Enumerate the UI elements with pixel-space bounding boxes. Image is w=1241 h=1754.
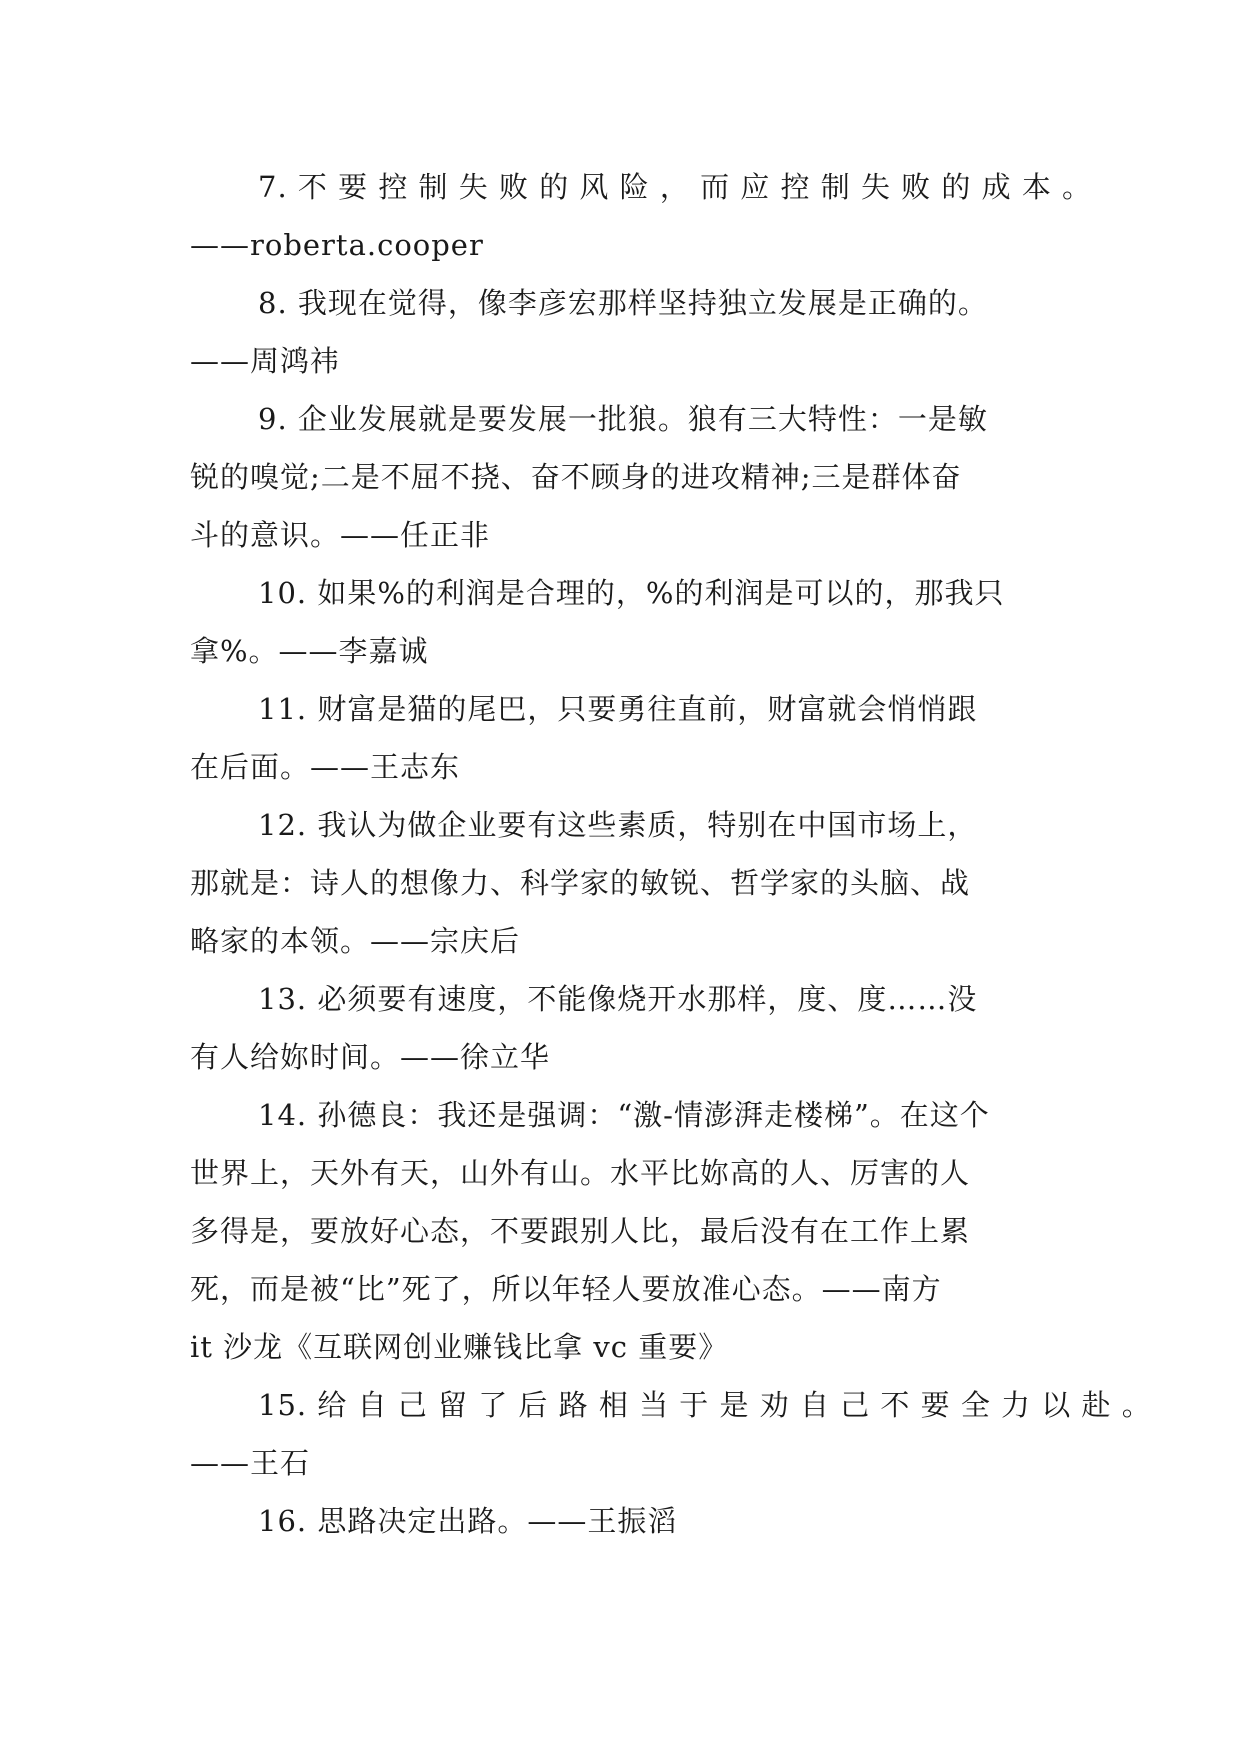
quote-line: 在后面。——王志东 (190, 750, 461, 784)
quote-list (190, 158, 1152, 1550)
quote-line: 7. 不 要 控 制 失 败 的 风 险 ， 而 应 控 制 失 败 的 成 本 。 (258, 170, 1093, 204)
quote-line: 11. 财富是猫的尾巴，只要勇往直前，财富就会悄悄跟 (258, 692, 978, 726)
quote-14 (190, 1086, 1070, 1376)
quote-line: ——周鸿祎 (190, 344, 341, 378)
quote-line: ——王石 (190, 1446, 311, 1480)
quote-line: 多得是，要放好心态，不要跟别人比，最后没有在工作上累 (190, 1214, 971, 1248)
quote-12 (190, 796, 1070, 970)
quote-9 (190, 390, 1070, 564)
quote-line: 锐的嗅觉;二是不屈不挠、奋不顾身的进攻精神;三是群体奋 (190, 460, 962, 494)
quote-line: 那就是：诗人的想像力、科学家的敏锐、哲学家的头脑、战 (190, 866, 971, 900)
quote-line: 有人给妳时间。——徐立华 (190, 1040, 551, 1074)
quote-13 (190, 970, 1070, 1086)
quote-line: 12. 我认为做企业要有这些素质，特别在中国市场上， (258, 808, 978, 842)
quote-11 (190, 680, 1070, 796)
quote-line: 死，而是被“比”死了，所以年轻人要放准心态。——南方 (190, 1272, 942, 1306)
quote-line: 世界上，天外有天，山外有山。水平比妳高的人、厉害的人 (190, 1156, 971, 1190)
quote-line: it 沙龙《互联网创业赚钱比拿 vc 重要》 (190, 1330, 729, 1364)
quote-line: 14. 孙德良：我还是强调：“激-情澎湃走楼梯”。在这个 (258, 1098, 990, 1132)
quote-16 (190, 1492, 1070, 1550)
quote-line: 10. 如果%的利润是合理的，%的利润是可以的，那我只 (258, 576, 1005, 610)
quote-8 (190, 274, 1070, 390)
quote-line: 15. 给 自 己 留 了 后 路 相 当 于 是 劝 自 己 不 要 全 力 以 赴 。 (258, 1388, 1152, 1422)
quote-line: 斗的意识。——任正非 (190, 518, 491, 552)
quote-10 (190, 564, 1070, 680)
quote-line: 拿%。——李嘉诚 (190, 634, 429, 668)
quote-line: 略家的本领。——宗庆后 (190, 924, 521, 958)
quote-line: 13. 必须要有速度，不能像烧开水那样，度、度……没 (258, 982, 978, 1016)
quote-15 (190, 1376, 1152, 1492)
quote-7 (190, 158, 1093, 274)
quote-line: 8. 我现在觉得，像李彦宏那样坚持独立发展是正确的。 (258, 286, 988, 320)
quote-line: 16. 思路决定出路。——王振滔 (258, 1504, 678, 1538)
quote-line: 9. 企业发展就是要发展一批狼。狼有三大特性：一是敏 (258, 402, 988, 436)
quote-line: ——roberta.cooper (190, 228, 484, 262)
